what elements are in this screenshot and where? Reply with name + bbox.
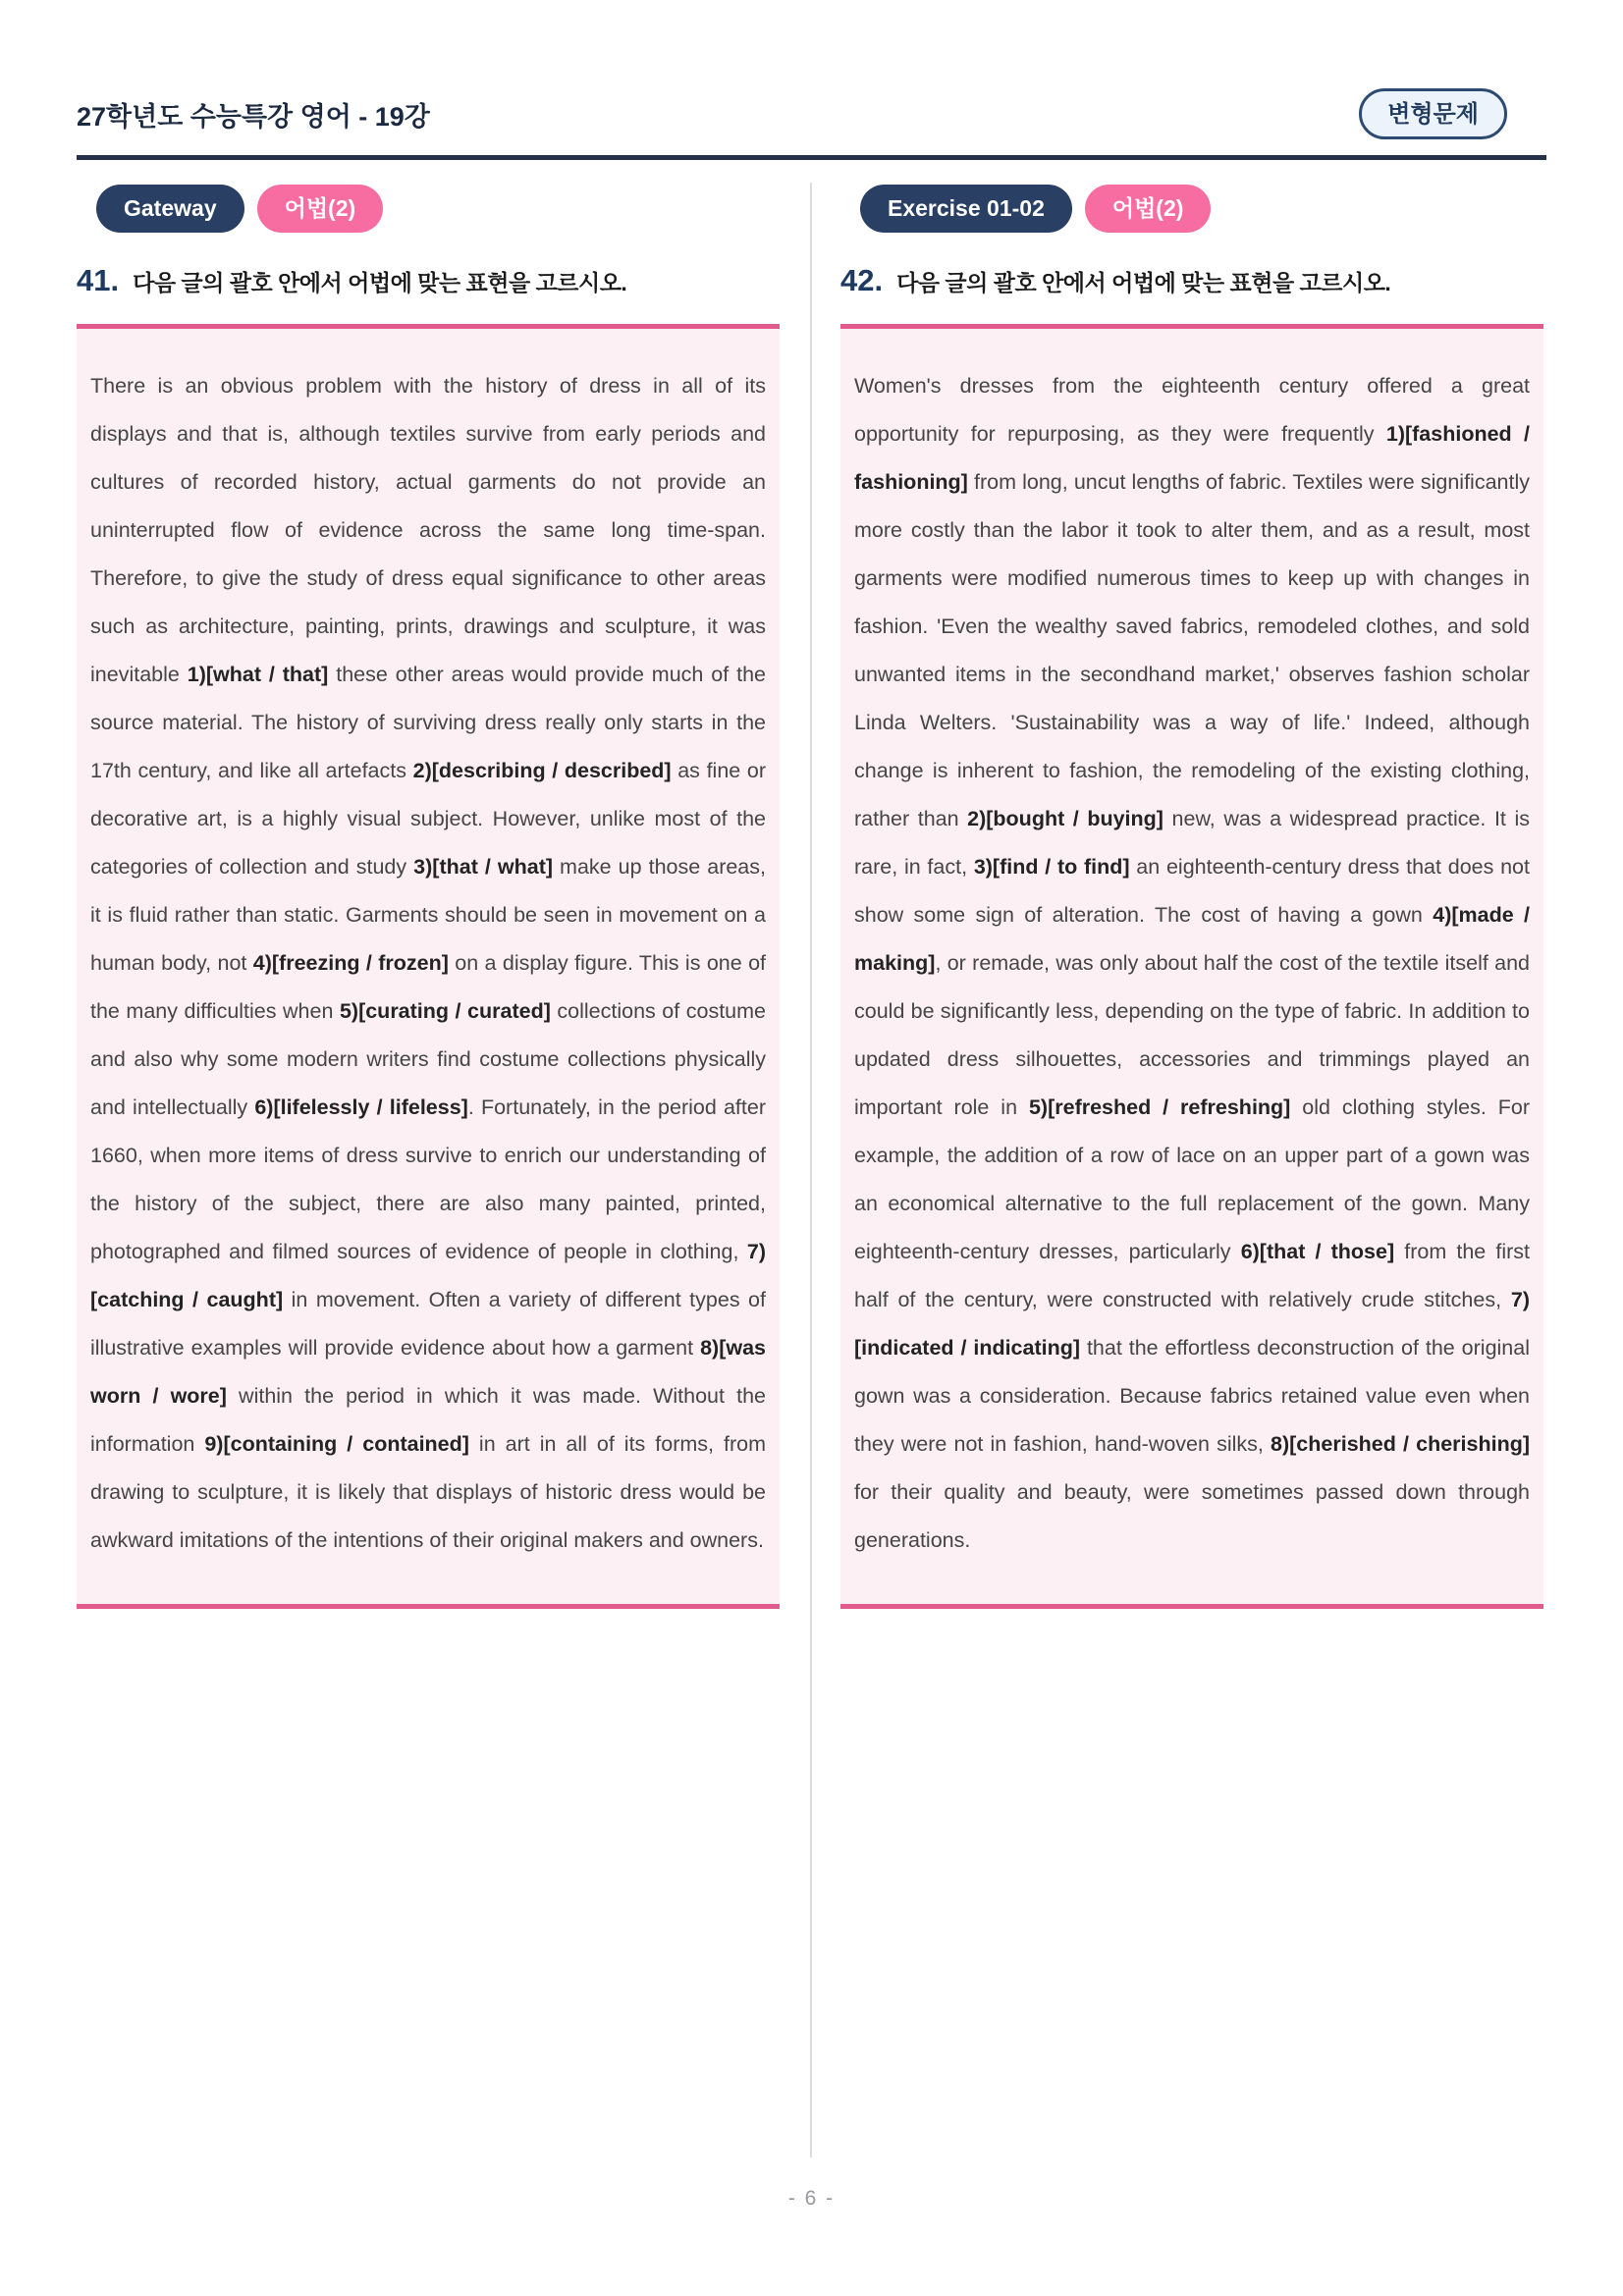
passage-42 <box>840 324 1543 1609</box>
grammar-choice: 5)[curating / curated] <box>339 999 551 1023</box>
passage-text: for their quality and beauty, were sometimes passed down through generations. <box>854 1480 1530 1552</box>
passage-text: as fine or decorative art, is a highly visual subject. However, unlike most of the categories of collection and study <box>90 759 766 879</box>
grammar-choice: 1)[fashioned / fashioning] <box>854 422 1531 494</box>
passage-text: make up those areas, it is fluid rather than static. Garments should be seen in movement on a human body, not <box>90 855 766 975</box>
question-text-41: 다음 글의 괄호 안에서 어법에 맞는 표현을 고르시오. <box>133 270 627 295</box>
grammar-choice: 7)[catching / caught] <box>90 1240 766 1311</box>
variant-problem-badge: 변형문제 <box>1359 88 1507 139</box>
passage-text: that the effortless deconstruction of the original gown was a consideration. Because fabrics retained value even when they were not in fashion, hand-woven silks, <box>854 1336 1530 1456</box>
passage-text: There is an obvious problem with the history of dress in all of its displays and that is, although textiles survive from early periods and cultures of recorded history, actual garments do not provide an uninterrupted flow of evidence across the same long time-span. Therefore, to give the study of dress equal significance to other areas such as architecture, painting, prints, drawings and sculpture, it was inevitable <box>90 374 766 686</box>
badge-row-41 <box>96 185 780 233</box>
grammar-choice: 4)[freezing / frozen] <box>252 951 449 975</box>
question-row-41 <box>77 263 780 298</box>
type-badge-grammar-42: 어법(2) <box>1085 185 1212 233</box>
header-divider <box>77 155 1546 160</box>
grammar-choice: 3)[find / to find] <box>973 855 1130 879</box>
grammar-choice: 4)[made / making] <box>854 903 1531 975</box>
grammar-choice: 3)[that / what] <box>413 855 554 879</box>
badge-row-42 <box>860 185 1543 233</box>
passage-text: on a display figure. This is one of the many difficulties when <box>90 951 767 1023</box>
grammar-choice: 9)[containing / contained] <box>204 1432 469 1456</box>
question-text-42: 다음 글의 괄호 안에서 어법에 맞는 표현을 고르시오. <box>896 270 1391 295</box>
passage-text: an eighteenth-century dress that does not show some sign of alteration. The cost of having a gown <box>854 855 1530 927</box>
passage-text: old clothing styles. For example, the addition of a row of lace on an upper part of a gown was an economical alternative to the full replacement of the gown. Many eighteenth-century dresses, particularly <box>854 1095 1530 1263</box>
passage-text: Women's dresses from the eighteenth century offered a great opportunity for repurposing, as they were frequently <box>854 374 1530 446</box>
grammar-choice: 2)[bought / buying] <box>967 807 1163 830</box>
passage-text: . Fortunately, in the period after 1660, when more items of dress survive to enrich our understanding of the history of the subject, there are also many painted, printed, photographed and filmed sources of evidence of people in clothing, <box>90 1095 766 1263</box>
grammar-choice: 2)[describing / described] <box>412 759 672 782</box>
passage-text: in art in all of its forms, from drawing to sculpture, it is likely that displays of historic dress would be awkward imitations of the intentions of their original makers and owners. <box>90 1432 766 1552</box>
passage-text: collections of costume and also why some modern writers find costume collections physically and intellectually <box>90 999 766 1119</box>
question-number-42: 42. <box>840 263 884 297</box>
passage-text: new, was a widespread practice. It is rare, in fact, <box>854 807 1530 879</box>
grammar-choice: 5)[refreshed / refreshing] <box>1028 1095 1291 1119</box>
grammar-choice: 8)[was worn / wore] <box>90 1336 766 1408</box>
page-number: - 6 - <box>787 2187 836 2210</box>
grammar-choice: 7)[indicated / indicating] <box>854 1288 1530 1360</box>
grammar-choice: 6)[that / those] <box>1240 1240 1395 1263</box>
page-title: 27학년도 수능특강 영어 - 19강 <box>77 102 430 132</box>
passage-text: from long, uncut lengths of fabric. Textiles were significantly more costly than the labor it took to alter them, and as a result, most garments were modified numerous times to keep up with changes in fashion. 'Even the wealthy saved fabrics, remodeled clothes, and sold unwanted items in the secondhand market,' observes fashion scholar Linda Welters. 'Sustainability was a way of life.' Indeed, although change is inherent to fashion, the remodeling of the existing clothing, rather than <box>854 470 1530 830</box>
column-divider <box>810 183 812 2158</box>
passage-text: in movement. Often a variety of different types of illustrative examples will provide evidence about how a garment <box>90 1288 766 1360</box>
passage-text: , or remade, was only about half the cost of the textile itself and could be significantly less, depending on the type of fabric. In addition to updated dress silhouettes, accessories and trimmings played an important role in <box>854 951 1530 1119</box>
grammar-choice: 1)[what / that] <box>187 663 329 686</box>
passage-text: from the first half of the century, were constructed with relatively crude stitches, <box>854 1240 1531 1311</box>
passage-41 <box>77 324 780 1609</box>
column-left <box>77 185 780 1609</box>
source-badge-gateway: Gateway <box>96 185 244 233</box>
type-badge-grammar-41: 어법(2) <box>257 185 384 233</box>
question-number-41: 41. <box>77 263 120 297</box>
column-right <box>840 185 1543 1609</box>
passage-text: within the period in which it was made. Without the information <box>90 1384 766 1456</box>
question-row-42 <box>840 263 1543 298</box>
source-badge-exercise: Exercise 01-02 <box>860 185 1072 233</box>
passage-text: these other areas would provide much of the source material. The history of surviving dress really only starts in the 17th century, and like all artefacts <box>90 663 766 782</box>
grammar-choice: 8)[cherished / cherishing] <box>1271 1432 1530 1456</box>
grammar-choice: 6)[lifelessly / lifeless] <box>254 1095 468 1119</box>
